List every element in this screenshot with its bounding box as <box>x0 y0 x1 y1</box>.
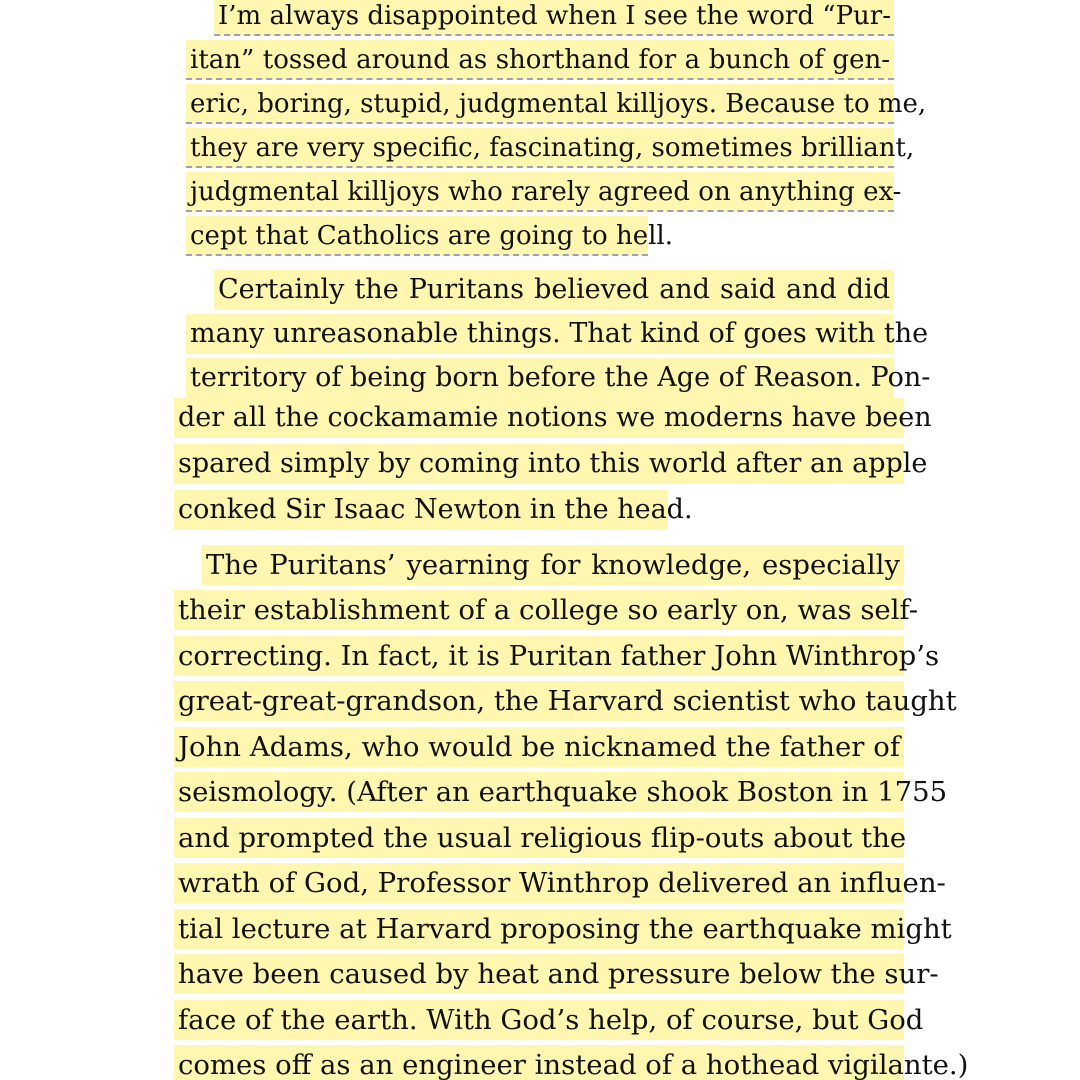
text-line: have been caused by heat and pressure below the sur- <box>174 954 904 994</box>
text-line: spared simply by coming into this world after an apple <box>174 444 904 484</box>
text-line: many unreasonable things. That kind of goes with the <box>186 314 894 354</box>
text-line: John Adams, who would be nicknamed the father of <box>174 727 904 767</box>
text-line: der all the cockamamie notions we moderns have been <box>174 398 904 438</box>
text-line: Certainly the Puritans believed and said and did <box>214 270 894 310</box>
text-line: seismology. (After an earthquake shook Boston in 1755 <box>174 772 904 812</box>
text-line: judgmental killjoys who rarely agreed on anything ex- <box>186 172 894 212</box>
text-line: wrath of God, Professor Winthrop delivered an influen- <box>174 863 904 903</box>
text-line: itan” tossed around as shorthand for a bunch of gen- <box>186 40 894 80</box>
text-line: and prompted the usual religious flip-outs about the <box>174 818 904 858</box>
text-line: territory of being born before the Age of Reason. Pon- <box>186 358 894 398</box>
text-line: comes off as an engineer instead of a hothead vigilante.) <box>174 1045 904 1080</box>
text-line: they are very specific, fascinating, sometimes brilliant, <box>186 128 894 168</box>
text-line: correcting. In fact, it is Puritan father John Winthrop’s <box>174 636 904 676</box>
text-line: The Puritans’ yearning for knowledge, especially <box>202 545 904 585</box>
text-line: great-great-grandson, the Harvard scientist who taught <box>174 681 904 721</box>
text-line: face of the earth. With God’s help, of course, but God <box>174 1000 904 1040</box>
text-line: conked Sir Isaac Newton in the head. <box>174 490 668 530</box>
text-line: their establishment of a college so early on, was self- <box>174 590 904 630</box>
text-line: cept that Catholics are going to hell. <box>186 216 648 256</box>
text-line: tial lecture at Harvard proposing the earthquake might <box>174 909 904 949</box>
text-line: eric, boring, stupid, judgmental killjoys. Because to me, <box>186 84 894 124</box>
text-line: I’m always disappointed when I see the word “Pur- <box>214 0 894 36</box>
